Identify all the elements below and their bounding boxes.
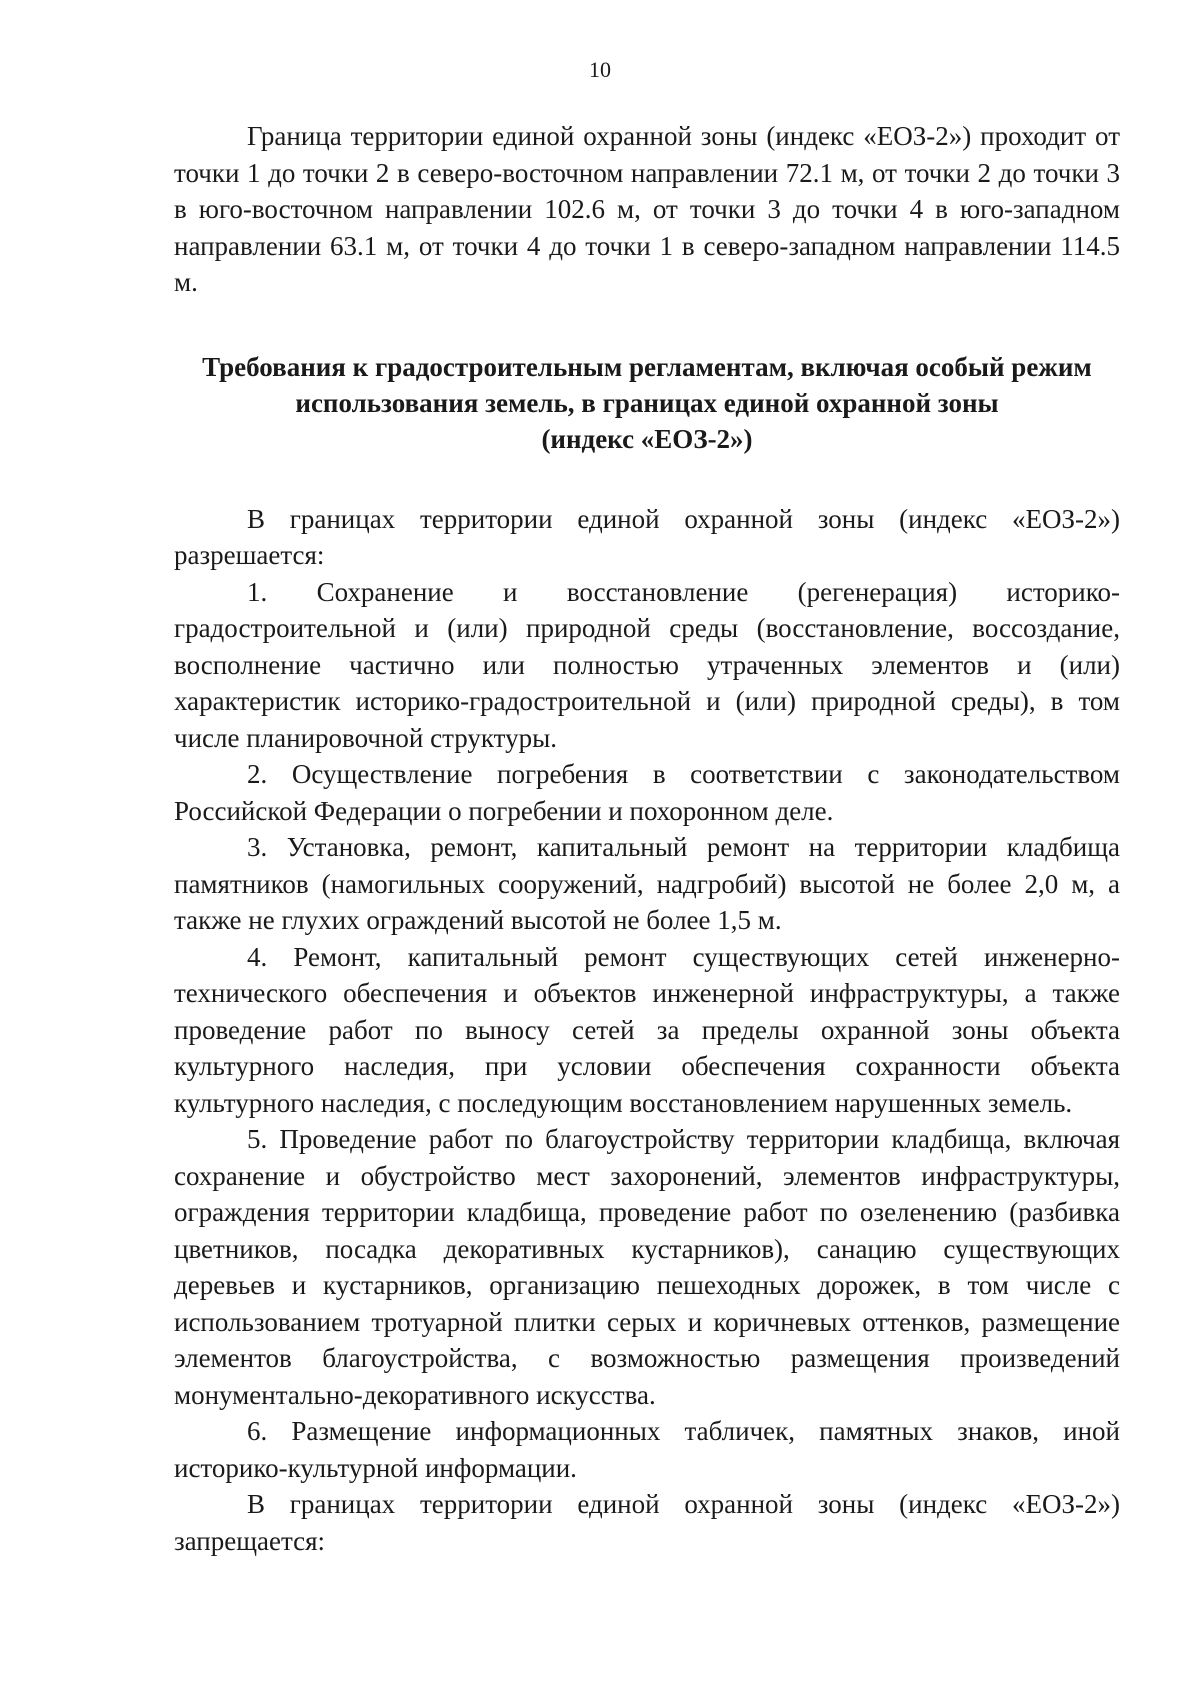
allowed-intro-paragraph: В границах территории единой охранной зоны (индекс «ЕОЗ-2») разрешается:: [174, 503, 1120, 570]
boundary-description-paragraph: Граница территории единой охранной зоны (индекс «ЕОЗ-2») проходит от точки 1 до точки 2 в северо-восточном направлении 72.1 м, от точки 2 до точки 3 в юго-восточном направлении 102.6 м, от точки 3 до точки 4 в юго-западном направлении 63.1 м, от точки 4 до точки 1 в северо-западном направлении 114.5 м.: [174, 121, 1120, 297]
section-heading-line-1: Требования к градостроительным регламентам, включая особый режим: [202, 351, 1092, 382]
allowed-item-5: 5. Проведение работ по благоустройству территории кладбища, включая сохранение и обустройство мест захоронений, элементов инфраструктуры, ограждения территории кладбища, проведение работ по озеленению (разбивка цветников, посадка декоративных кустарников), санацию существующих деревьев и кустарников, организацию пешеходных дорожек, в том числе с использованием тротуарной плитки серых и коричневых оттенков, размещение элементов благоустройства, с возможностью размещения произведений монументально-декоративного искусства.: [174, 1124, 1120, 1410]
prohibited-intro-paragraph: В границах территории единой охранной зоны (индекс «ЕОЗ-2») запрещается:: [174, 1489, 1120, 1556]
page-number: 10: [589, 57, 611, 82]
allowed-item-3: 3. Установка, ремонт, капитальный ремонт на территории кладбища памятников (намогильных сооружений, надгробий) высотой не более 2,0 м, а также не глухих ограждений высотой не более 1,5 м.: [174, 832, 1120, 935]
allowed-item-4: 4. Ремонт, капитальный ремонт существующих сетей инженерно-технического обеспечения и объектов инженерной инфраструктуры, а также проведение работ по выносу сетей за пределы охранной зоны объекта культурного наследия, при условии обеспечения сохранности объекта культурного наследия, с последующим восстановлением нарушенных земель.: [174, 941, 1120, 1118]
section-heading-line-2: использования земель, в границах единой охранной зоны: [295, 387, 999, 418]
section-heading: [174, 349, 1120, 457]
allowed-item-1: 1. Сохранение и восстановление (регенерация) историко-градостроительной и (или) природной среды (восстановление, воссоздание, восполнение частично или полностью утраченных элементов и (или) характеристик историко-градостроительной и (или) природной среды), в том числе планировочной структуры.: [174, 576, 1120, 753]
allowed-item-6: 6. Размещение информационных табличек, памятных знаков, иной историко-культурной информации.: [174, 1416, 1120, 1483]
allowed-item-2: 2. Осуществление погребения в соответствии с законодательством Российской Федерации о погребении и похоронном деле.: [174, 759, 1120, 826]
document-body: [174, 118, 1120, 1559]
section-heading-line-3: (индекс «ЕОЗ-2»): [541, 423, 753, 454]
